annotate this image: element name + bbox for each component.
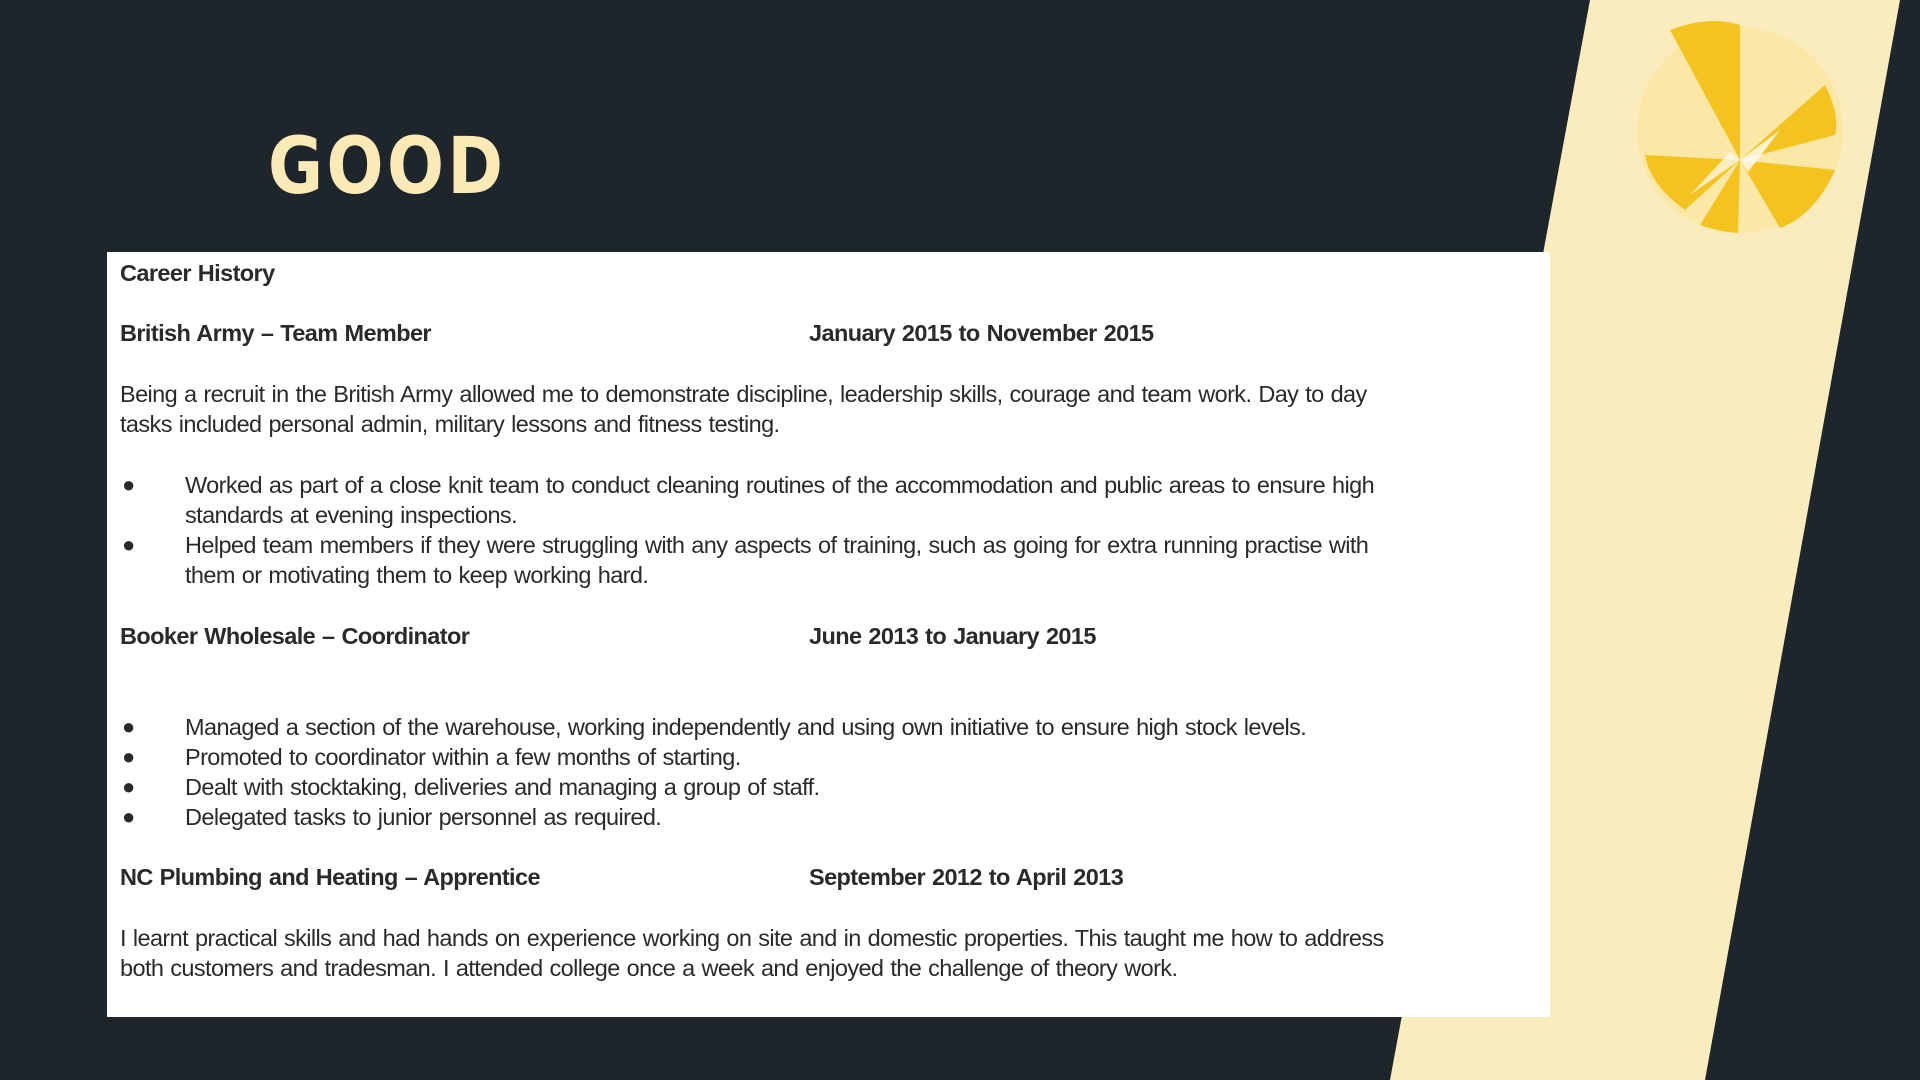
job-summary-line: Being a recruit in the British Army allowed me to demonstrate discipline, leadership skills, courage and team work. Day to day: [120, 381, 1367, 407]
job-dates: January 2015 to November 2015: [809, 320, 1154, 346]
bullet-line: Worked as part of a close knit team to conduct cleaning routines of the accommodation and public areas to ensure high: [185, 472, 1375, 498]
job-title: Booker Wholesale – Coordinator: [120, 623, 470, 649]
job-title: British Army – Team Member: [120, 320, 431, 346]
bullet-icon: ●: [122, 714, 135, 739]
bullet-icon: ●: [122, 804, 135, 829]
bullet-icon: ●: [122, 532, 135, 557]
bullet-line: Managed a section of the warehouse, working independently and using own initiative to ensure high stock levels.: [185, 714, 1307, 740]
bullet-icon: ●: [122, 472, 135, 497]
slide-title: GOOD: [268, 122, 507, 212]
bullet-line: Delegated tasks to junior personnel as required.: [185, 804, 662, 830]
bullet-line: them or motivating them to keep working hard.: [185, 562, 649, 588]
bullet-line: Helped team members if they were struggling with any aspects of training, such as going for extra running practise with: [185, 532, 1369, 558]
bullet-icon: ●: [122, 774, 135, 799]
job-dates: June 2013 to January 2015: [809, 623, 1096, 649]
job-summary-line: I learnt practical skills and had hands on experience working on site and in domestic properties. This taught me how to address: [120, 925, 1384, 951]
bullet-line: Dealt with stocktaking, deliveries and managing a group of staff.: [185, 774, 820, 800]
job-summary-line: tasks included personal admin, military lessons and fitness testing.: [120, 411, 780, 437]
job-dates: September 2012 to April 2013: [809, 864, 1124, 890]
job-summary-line: both customers and tradesman. I attended college once a week and enjoyed the challenge of theory work.: [120, 955, 1178, 981]
job-title: NC Plumbing and Heating – Apprentice: [120, 864, 540, 890]
cv-document-image: [107, 252, 1550, 1017]
bullet-line: Promoted to coordinator within a few months of starting.: [185, 744, 741, 770]
section-heading: Career History: [120, 260, 275, 286]
bullet-icon: ●: [122, 744, 135, 769]
bullet-line: standards at evening inspections.: [185, 502, 518, 528]
starburst-circle-logo: [1630, 20, 1850, 240]
